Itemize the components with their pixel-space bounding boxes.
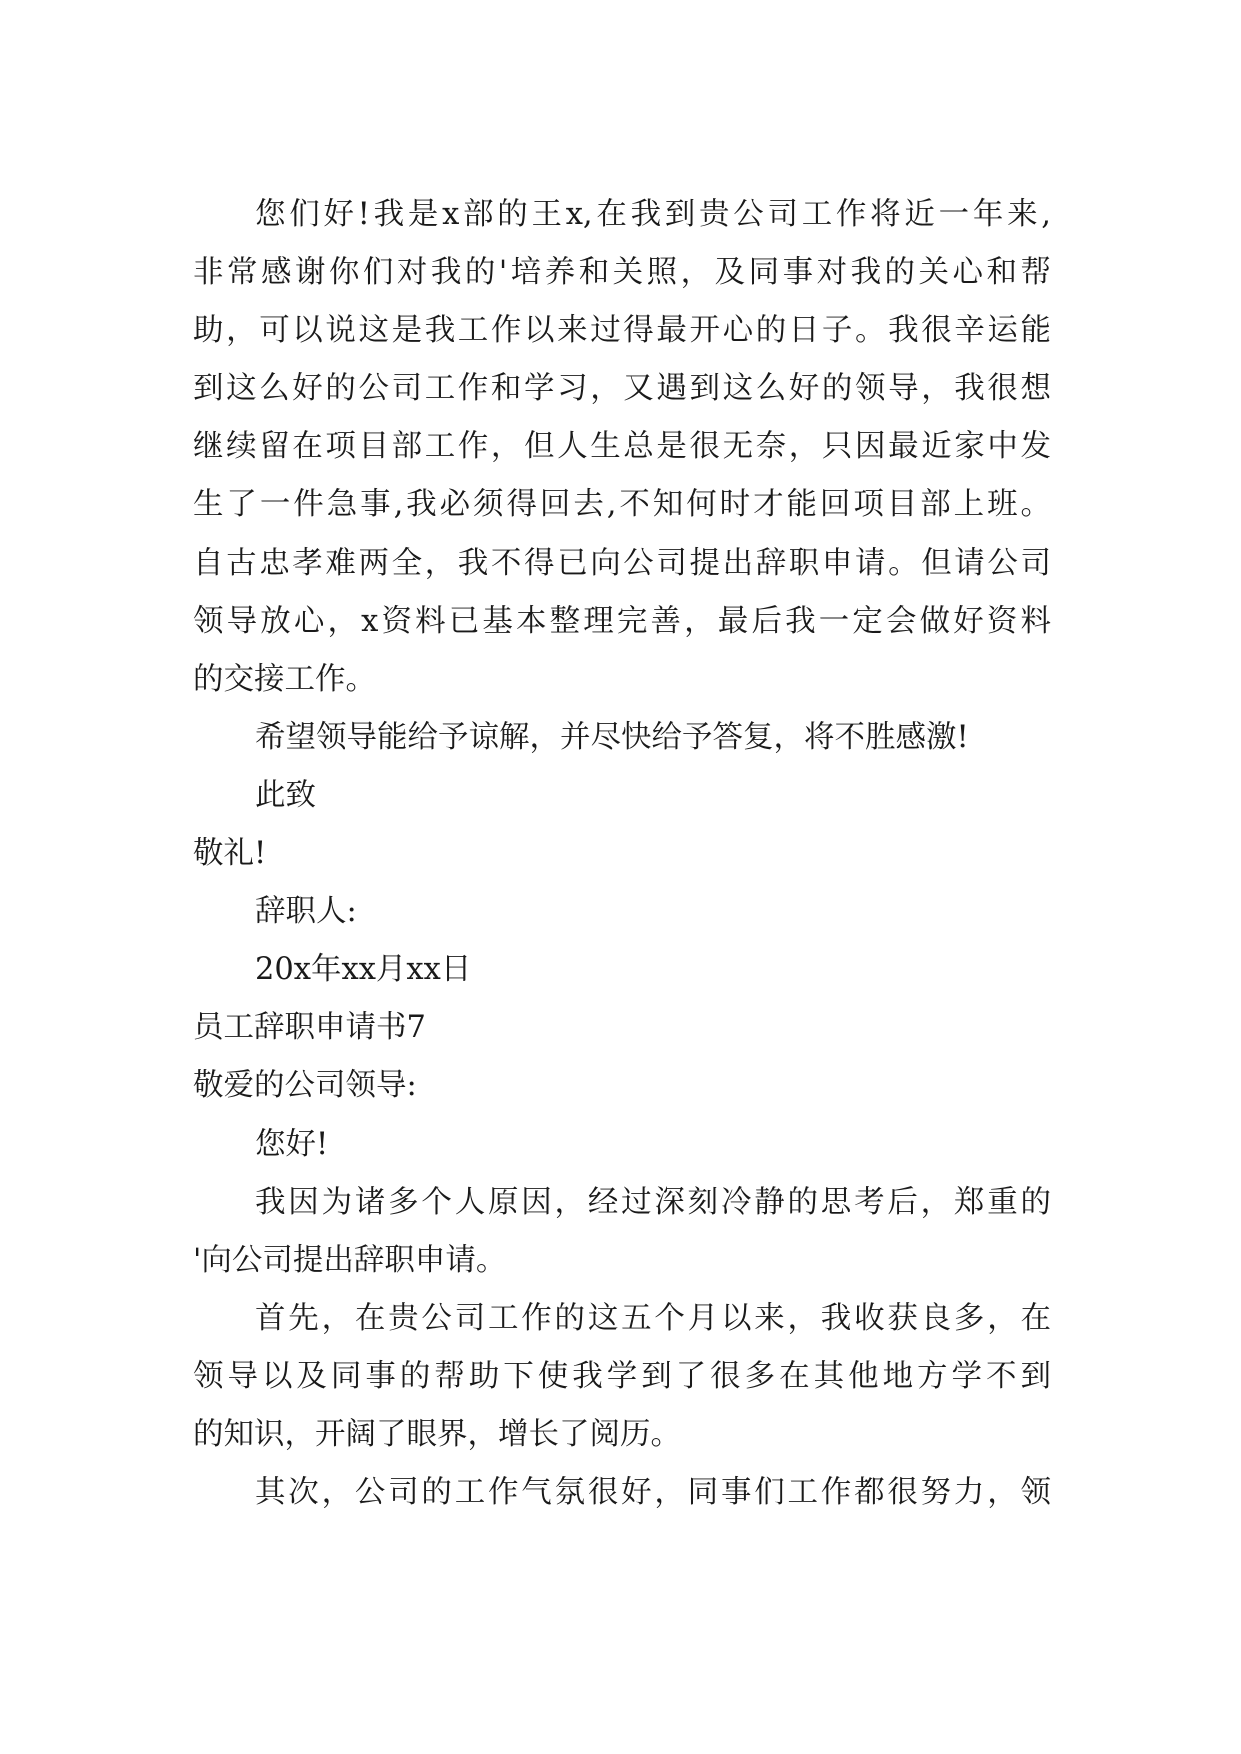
closing-regards: 敬礼! [193, 836, 267, 872]
letter-date: 20x年xx月xx日 [255, 952, 472, 988]
text-line-18: 我因为诸多个人原因，经过深刻冷静的思考后，郑重的 [255, 1184, 1051, 1220]
text-line-1: 您们好!我是x部的王x,在我到贵公司工作将近一年来, [255, 197, 1051, 232]
text-line-6: 生了一件急事,我必须得回去,不知何时才能回项目部上班。 [193, 487, 1051, 523]
text-line-3: 助，可以说这是我工作以来过得最开心的日子。我很辛运能 [193, 313, 1051, 349]
greeting: 您好! [255, 1126, 329, 1162]
text-line-22: 的知识，开阔了眼界，增长了阅历。 [193, 1416, 681, 1452]
text-line-5: 继续留在项目部工作，但人生总是很无奈，只因最近家中发 [193, 429, 1051, 465]
signatory-label: 辞职人: [255, 894, 357, 930]
text-line-4: 到这么好的公司工作和学习，又遇到这么好的领导，我很想 [193, 371, 1051, 407]
text-line-2: 非常感谢你们对我的'培养和关照，及同事对我的关心和帮 [193, 255, 1051, 291]
section-title: 员工辞职申请书7 [193, 1010, 426, 1046]
text-line-23: 其次，公司的工作气氛很好，同事们工作都很努力，领 [255, 1475, 1051, 1511]
greeting-recipient: 敬爱的公司领导: [193, 1068, 417, 1104]
text-line-9: 的交接工作。 [193, 661, 376, 697]
text-line-7: 自古忠孝难两全，我不得已向公司提出辞职申请。但请公司 [193, 545, 1051, 581]
letter-body [193, 186, 1051, 1522]
text-line-21: 领导以及同事的帮助下使我学到了很多在其他地方学不到 [193, 1358, 1051, 1394]
text-line-20: 首先，在贵公司工作的这五个月以来，我收获良多，在 [255, 1300, 1051, 1336]
text-line-19: '向公司提出辞职申请。 [193, 1242, 507, 1278]
text-line-10: 希望领导能给予谅解，并尽快给予答复，将不胜感激! [255, 719, 969, 755]
closing-salutation: 此致 [255, 777, 316, 813]
text-line-8: 领导放心，x资料已基本整理完善，最后我一定会做好资料 [193, 603, 1051, 639]
